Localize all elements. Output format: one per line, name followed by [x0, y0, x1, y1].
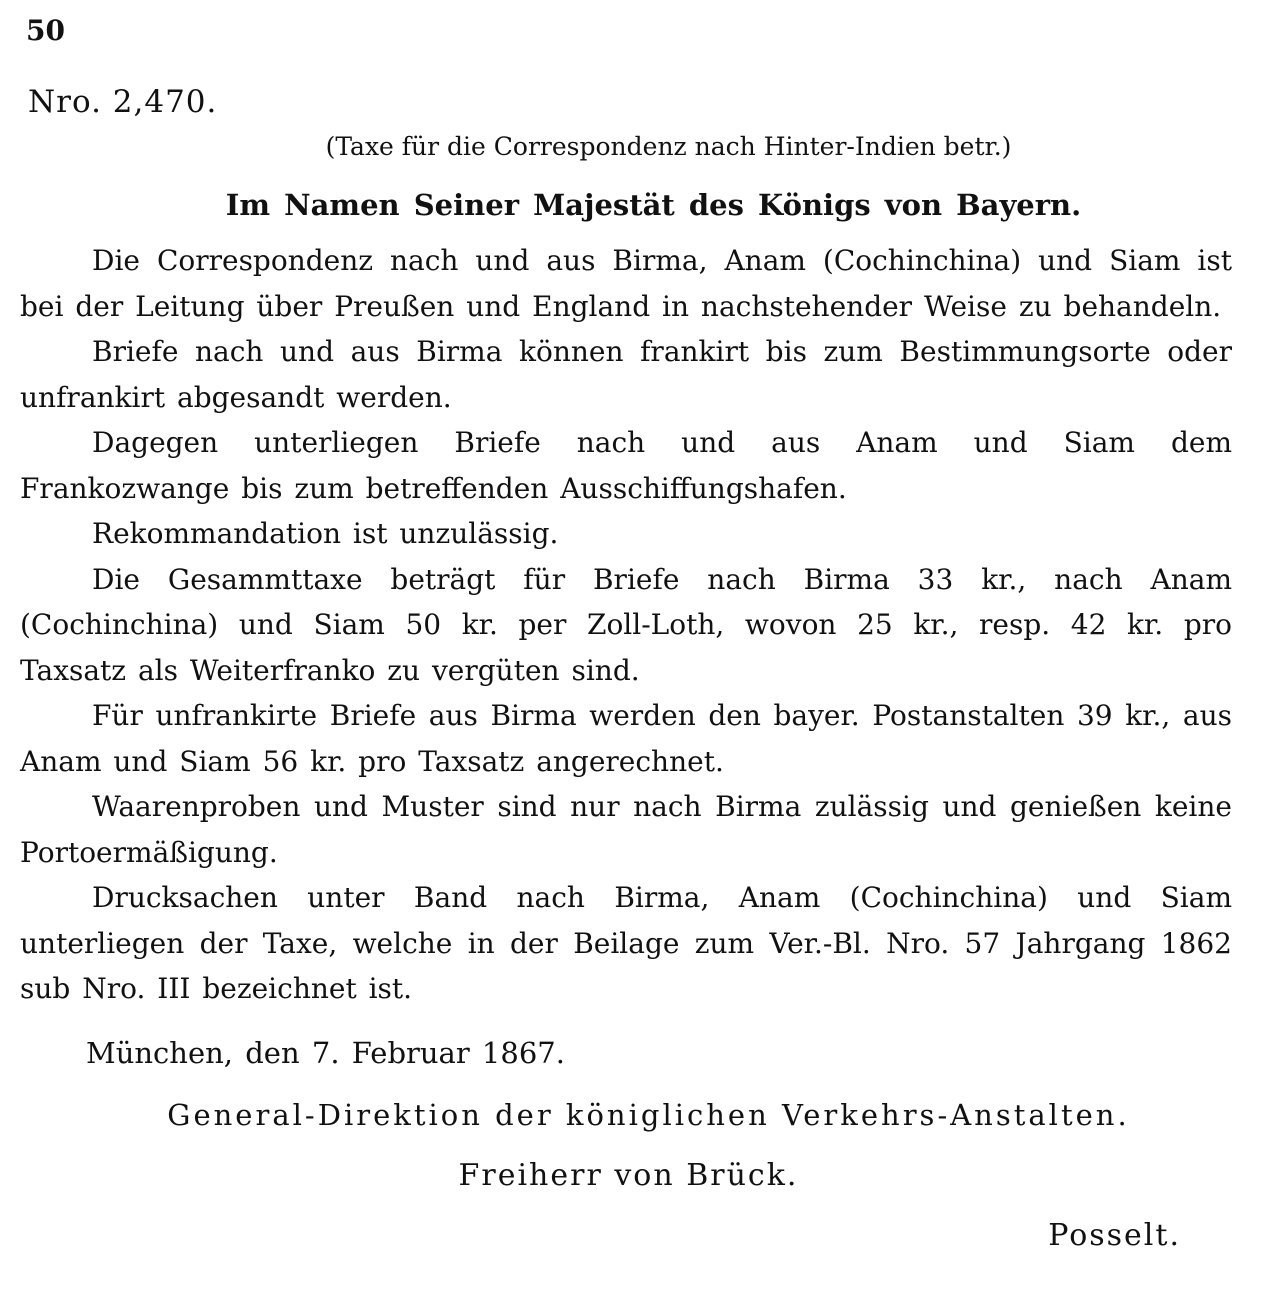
countersignature: Posselt. [1048, 1218, 1181, 1253]
paragraph: Briefe nach und aus Birma können frankirt bis zum Bestimmungsorte oder unfrankirt abgesandt werden. [20, 335, 1232, 414]
document-heading: Im Namen Seiner Majestät des Königs von Bayern. [225, 188, 1082, 222]
paragraph: Die Correspondenz nach und aus Birma, Anam (Cochinchina) und Siam ist bei der Leitung über Preußen und England in nachstehender Weise zu behandeln. [20, 244, 1232, 323]
document-number: Nro. 2,470. [28, 84, 218, 120]
issuing-authority: General-Direktion der königlichen Verkehrs-Anstalten. [167, 1098, 1130, 1132]
paragraph: Dagegen unterliegen Briefe nach und aus Anam und Siam dem Frankozwange bis zum betreffenden Ausschiffungshafen. [20, 426, 1232, 505]
paragraph: Waarenproben und Muster sind nur nach Birma zulässig und genießen keine Portoermäßigung. [20, 790, 1232, 869]
document-subject: (Taxe für die Correspondenz nach Hinter-Indien betr.) [325, 132, 1012, 161]
document-body [20, 238, 1232, 1012]
paragraph: Drucksachen unter Band nach Birma, Anam (Cochinchina) und Siam unterliegen der Taxe, welche in der Beilage zum Ver.-Bl. Nro. 57 Jahrgang 1862 sub Nro. III bezeichnet ist. [20, 881, 1232, 1005]
dateline: München, den 7. Februar 1867. [86, 1036, 565, 1070]
signatory: Freiherr von Brück. [458, 1158, 799, 1193]
page-number: 50 [26, 14, 65, 47]
paragraph: Rekommandation ist unzulässig. [92, 517, 559, 550]
paragraph: Die Gesammttaxe beträgt für Briefe nach Birma 33 kr., nach Anam (Cochinchina) und Siam 50 kr. per Zoll-Loth, wovon 25 kr., resp. 42 kr. pro Taxsatz als Weiterfranko zu vergüten sind. [20, 562, 1232, 687]
paragraph: Für unfrankirte Briefe aus Birma werden den bayer. Postanstalten 39 kr., aus Anam und Siam 56 kr. pro Taxsatz angerechnet. [20, 699, 1232, 778]
